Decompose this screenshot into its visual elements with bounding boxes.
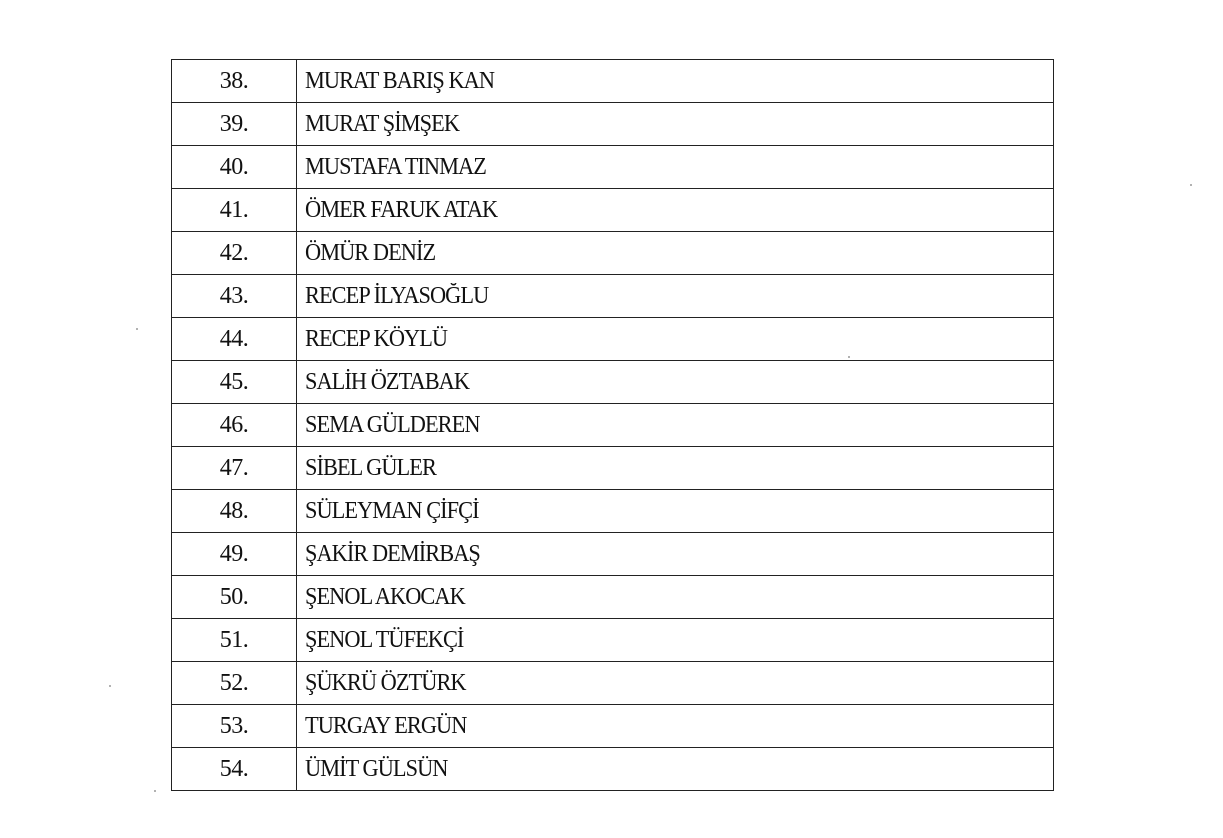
- person-name: [297, 103, 1054, 146]
- person-name: [297, 533, 1054, 576]
- person-name: [297, 60, 1054, 103]
- person-name-text: RECEP İLYASOĞLU: [305, 283, 489, 309]
- table-row: [172, 490, 1054, 533]
- row-number: 51.: [172, 619, 297, 662]
- person-name-text: SÜLEYMAN ÇİFÇİ: [305, 498, 479, 524]
- row-number: 50.: [172, 576, 297, 619]
- table-row: [172, 318, 1054, 361]
- table-row: [172, 447, 1054, 490]
- person-name-text: RECEP KÖYLÜ: [305, 326, 448, 352]
- person-name-text: ÖMER FARUK ATAK: [305, 197, 498, 223]
- person-name: [297, 447, 1054, 490]
- table-row: [172, 232, 1054, 275]
- person-name-text: ŞÜKRÜ ÖZTÜRK: [305, 670, 466, 696]
- table-row: [172, 705, 1054, 748]
- scan-speck: [154, 790, 156, 792]
- row-number: 45.: [172, 361, 297, 404]
- table-row: [172, 146, 1054, 189]
- person-name: [297, 490, 1054, 533]
- person-name: [297, 576, 1054, 619]
- row-number: 46.: [172, 404, 297, 447]
- person-name: [297, 318, 1054, 361]
- person-name: [297, 189, 1054, 232]
- row-number: 49.: [172, 533, 297, 576]
- table-row: [172, 576, 1054, 619]
- person-name-text: SEMA GÜLDEREN: [305, 412, 480, 438]
- row-number: 38.: [172, 60, 297, 103]
- row-number: 48.: [172, 490, 297, 533]
- row-number: 43.: [172, 275, 297, 318]
- row-number: 39.: [172, 103, 297, 146]
- person-name-text: ŞENOL TÜFEKÇİ: [305, 627, 464, 653]
- name-list-table: [171, 59, 1054, 791]
- person-name: [297, 748, 1054, 791]
- scan-speck: [1190, 184, 1192, 186]
- row-number: 42.: [172, 232, 297, 275]
- person-name-text: ÖMÜR DENİZ: [305, 240, 436, 266]
- person-name-text: MURAT BARIŞ KAN: [305, 68, 495, 94]
- row-number: 52.: [172, 662, 297, 705]
- row-number: 53.: [172, 705, 297, 748]
- scan-speck: [136, 328, 138, 330]
- person-name-text: MUSTAFA TINMAZ: [305, 154, 486, 180]
- table-row: [172, 404, 1054, 447]
- person-name: [297, 705, 1054, 748]
- person-name-text: SİBEL GÜLER: [305, 455, 436, 481]
- table-row: [172, 619, 1054, 662]
- person-name: [297, 361, 1054, 404]
- row-number: 41.: [172, 189, 297, 232]
- row-number: 47.: [172, 447, 297, 490]
- person-name-text: ÜMİT GÜLSÜN: [305, 756, 448, 782]
- table-row: [172, 361, 1054, 404]
- person-name: [297, 619, 1054, 662]
- scan-speck: [109, 685, 111, 687]
- person-name-text: ŞENOL AKOCAK: [305, 584, 465, 610]
- table-row: [172, 662, 1054, 705]
- person-name-text: SALİH ÖZTABAK: [305, 369, 470, 395]
- table-row: [172, 103, 1054, 146]
- row-number: 54.: [172, 748, 297, 791]
- person-name: [297, 662, 1054, 705]
- person-name: [297, 232, 1054, 275]
- person-name-text: MURAT ŞİMŞEK: [305, 111, 460, 137]
- table-row: [172, 189, 1054, 232]
- person-name-text: TURGAY ERGÜN: [305, 713, 467, 739]
- table-row: [172, 60, 1054, 103]
- row-number: 40.: [172, 146, 297, 189]
- person-name: [297, 146, 1054, 189]
- row-number: 44.: [172, 318, 297, 361]
- person-name: [297, 275, 1054, 318]
- table-row: [172, 748, 1054, 791]
- table-row: [172, 533, 1054, 576]
- person-name-text: ŞAKİR DEMİRBAŞ: [305, 541, 480, 567]
- table-row: [172, 275, 1054, 318]
- scan-speck: [848, 356, 850, 358]
- person-name: [297, 404, 1054, 447]
